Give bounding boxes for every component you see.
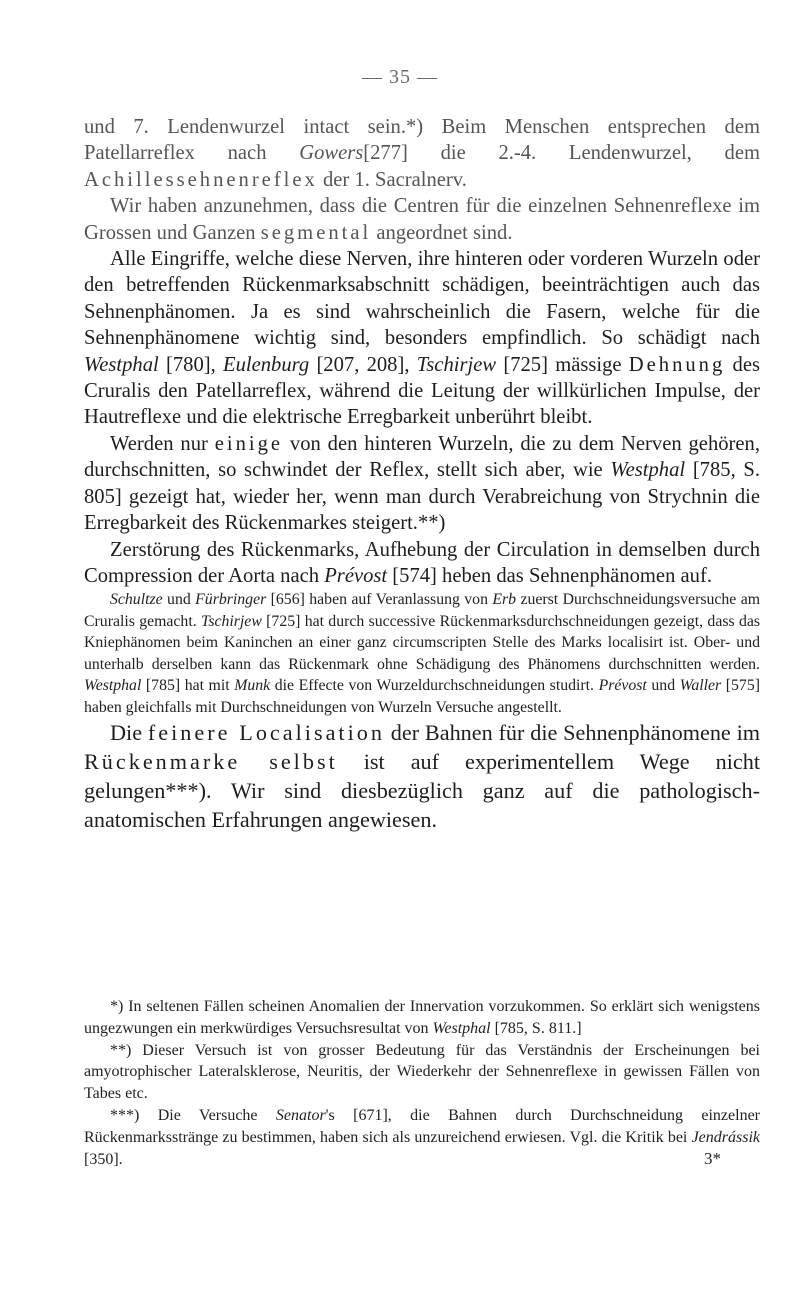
text-run: von den hinteren Wurzeln, die zu dem Nerven gehören, durchschnitten, so schwindet der Reflex, stellt sich aber, wie: [84, 432, 760, 482]
text-run: Zerstörung des Rückenmarks, Aufhebung der Circulation in demselben durch Compression der Aorta nach: [84, 538, 760, 587]
text-run: und 7. Lendenwurzel intact sein.*) Beim Menschen entsprechen dem Patellarreflex nach: [84, 116, 760, 165]
small-print-paragraph: [84, 589, 760, 718]
citation-author: Erb: [492, 591, 517, 609]
text-run: der 1. Sacralnerv.: [317, 168, 467, 191]
text-run: Werden nur: [110, 432, 215, 455]
emphasis-text: Rückenmarke selbst: [84, 749, 338, 775]
page-number: — 35 —: [362, 66, 438, 88]
text-run: ***) Die Versuche: [110, 1106, 276, 1124]
text-run: [725] mässige: [496, 353, 629, 376]
emphasis-text: einige: [214, 432, 284, 455]
footnotes: [84, 996, 760, 1170]
text-run: und: [162, 591, 196, 609]
text-run: Alle Eingriffe, welche diese Nerven, ihre hinteren oder vorderen Wurzeln oder den betreffenden Rückenmarksabschnitt schädigen, beeinträchtigen auch das Sehnenphänomen. Ja es sind wahrscheinlich die Fasern, welche für die Sehnenphänomene wichtig sind, besonders empfindlich. So schädigt nach: [84, 248, 760, 350]
text-run: Wir haben anzunehmen, dass die Centren für die einzelnen Sehnenreflexe im Grossen und Ganzen: [84, 195, 760, 244]
text-run: *) In seltenen Fällen scheinen Anomalien der Innervation vorzukommen. So erklärt sich wenigstens ungezwungen ein merkwürdiges Versuchsresultat von: [84, 998, 760, 1037]
citation-author: Prévost: [598, 677, 647, 695]
text-run: angeordnet sind.: [371, 221, 513, 244]
footnote: [84, 1105, 760, 1170]
citation-author: Waller: [679, 677, 722, 695]
text-run: ist auf experimentellem Wege nicht gelungen***). Wir sind diesbezüglich ganz auf die pathologisch-anatomischen Erfahrungen angewiesen.: [84, 749, 760, 833]
paragraph: [84, 193, 760, 246]
citation-author: Tschirjew: [200, 612, 262, 630]
emphasis-text: segmental: [260, 221, 372, 244]
citation-author: Prévost: [324, 564, 388, 587]
citation-author: Westphal: [432, 1019, 491, 1037]
text-run: 's [671], die Bahnen durch Durchschneidung einzelner Rückenmarksstränge zu bestimmen, haben sich als unzureichend erwiesen. Vgl. die Kritik bei: [84, 1106, 760, 1146]
text-run: [785, S. 805] gezeigt hat, wieder her, wenn man durch Verabreichung von Strychnin die Erregbarkeit des Rückenmarkes steigert.**): [84, 459, 760, 535]
signature-mark: 3*: [704, 1149, 721, 1168]
text-run: zuerst Durchschneidungsversuche am Cruralis gemacht.: [84, 591, 760, 630]
main-text: [84, 114, 760, 834]
emphasis-text: Achillessehnenreflex: [84, 168, 318, 191]
citation-author: Gowers: [299, 142, 364, 165]
text-run: [350].: [84, 1150, 123, 1168]
text-run: [785, S. 811.]: [490, 1019, 582, 1037]
text-run: [656] haben auf Veranlassung von: [266, 591, 493, 609]
citation-author: Westphal: [610, 459, 686, 482]
citation-author: Westphal: [84, 353, 159, 376]
citation-author: Jendrássik: [691, 1128, 760, 1146]
footnote: [84, 996, 760, 1040]
paragraph: [84, 537, 760, 590]
text-run: [277] die 2.-4. Lendenwurzel, dem: [363, 142, 760, 165]
text-run: [575] haben gleichfalls mit Durchschneidungen von Wurzeln Versuche angestellt.: [84, 677, 760, 716]
citation-author: Westphal: [84, 677, 142, 695]
large-print-paragraph: [84, 718, 760, 834]
text-run: [574] heben das Sehnenphänomen auf.: [387, 564, 712, 587]
text-run: die Effecte von Wurzeldurchschneidungen studirt.: [270, 677, 599, 695]
emphasis-text: Dehnung: [628, 353, 726, 376]
text-run: **) Dieser Versuch ist von grosser Bedeutung für das Verständnis der Erscheinungen bei amyotrophischer Lateralsklerose, Neuritis, der Wiederkehr der Sehnenreflexe in gewissen Fällen von Tabes etc.: [84, 1041, 760, 1103]
citation-author: Munk: [234, 677, 271, 695]
citation-author: Eulenburg: [223, 353, 310, 376]
emphasis-text: feinere Localisation: [147, 720, 385, 746]
text-run: der Bahnen für die Sehnenphänomene im: [384, 720, 761, 746]
paragraph: [84, 114, 760, 193]
text-run: Die: [110, 720, 148, 746]
text-run: und: [646, 677, 680, 695]
text-run: des Cruralis den Patellarreflex, während die Leitung der willkürlichen Impulse, der Hautreflexe und die elektrische Erregbarkeit unberührt bleibt.: [84, 353, 760, 429]
citation-author: Senator: [275, 1106, 326, 1124]
text-run: [785] hat mit: [141, 677, 235, 695]
paragraph: [84, 431, 760, 537]
paragraph: [84, 246, 760, 431]
citation-author: Fürbringer: [195, 591, 267, 609]
text-run: [725] hat durch successive Rückenmarksdurchschneidungen gezeigt, dass das Kniephänomen beim Kaninchen an einer ganz circumscripten Stelle des Marks localisirt ist. Ober- und unterhalb derselben kann das Rückenmark ohne Schädigung des Phänomens durchschnitten werden.: [84, 612, 761, 673]
text-run: [780],: [158, 353, 224, 376]
text-run: [207, 208],: [309, 353, 417, 376]
citation-author: Tschirjew: [416, 353, 497, 376]
citation-author: Schultze: [110, 591, 163, 609]
footnote: [84, 1040, 760, 1105]
